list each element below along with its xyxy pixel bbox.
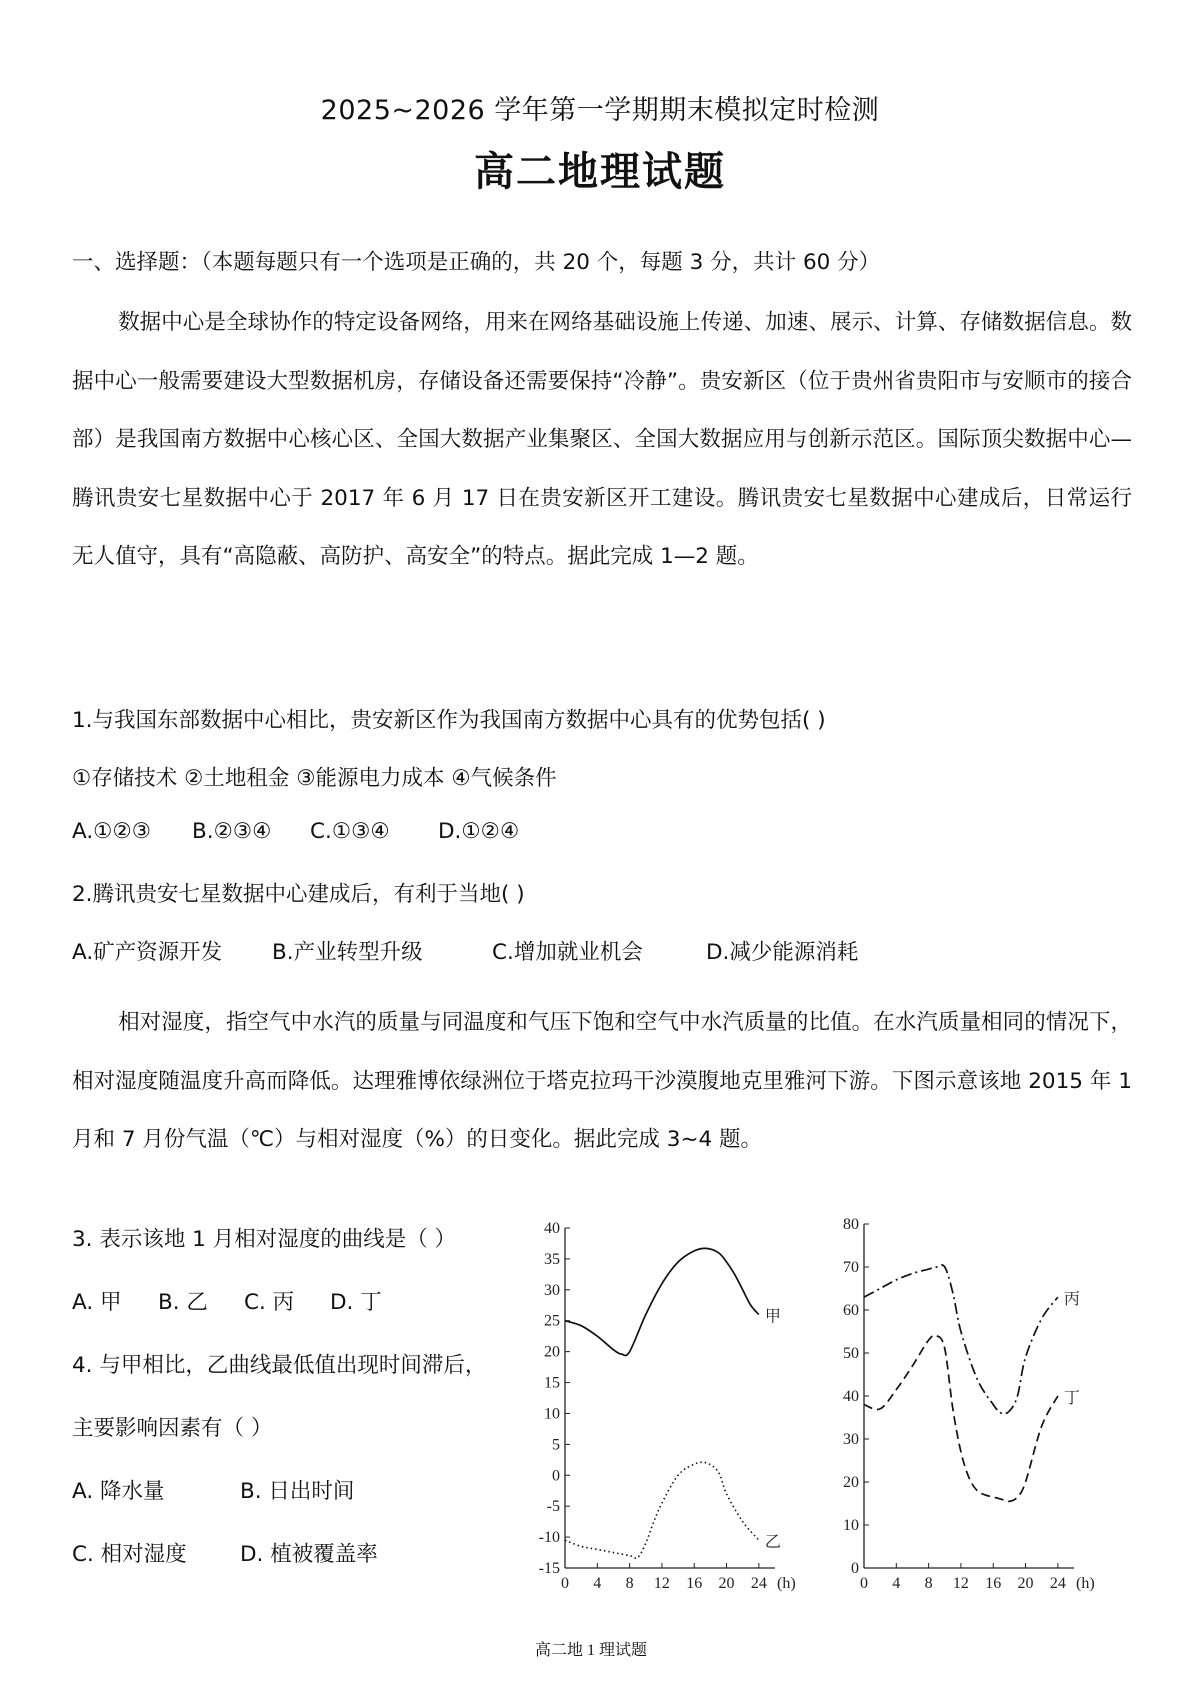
question-1-options xyxy=(72,819,519,844)
chart-1-x-tick-label: 24 xyxy=(1049,1575,1066,1592)
chart-1-series-1 xyxy=(864,1335,1058,1501)
chart-0-y-tick-label: -5 xyxy=(546,1498,560,1516)
chart-1-series-0 xyxy=(864,1265,1058,1414)
chart-1-x-unit: (h) xyxy=(1076,1575,1095,1592)
section-heading: 一、选择题：（本题每题只有一个选项是正确的，共 20 个，每题 3 分，共计 60 分） xyxy=(72,250,881,275)
chart-0-series-0-label: 甲 xyxy=(764,1308,781,1326)
chart-0-y-tick-label: 5 xyxy=(552,1436,560,1454)
chart-1-x-tick-label: 4 xyxy=(892,1575,901,1592)
chart-0-y-tick-label: 20 xyxy=(544,1343,560,1361)
chart-1-x-tick-label: 16 xyxy=(985,1575,1002,1592)
temperature-chart xyxy=(525,1210,825,1610)
passage-data-center-text: 数据中心是全球协作的特定设备网络，用来在网络基础设施上传递、加速、展示、计算、存储数据信息。数据中心一般需要建设大型数据机房，存储设备还需要保持“冷静”。贵安新区（位于贵州省贵阳市与安顺市的接合部）是我国南方数据中心核心区、全国大数据产业集聚区、全国大数据应用与创新示范区。国际顶尖数据中心—腾讯贵安七星数据中心于 2017 年 6 月 17 日在贵安新区开工建设。腾讯贵安七星数据中心建成后，日常运行无人值守，具有“高隐蔽、高防护、高安全”的特点。据此完成 1—2 题。 xyxy=(72,310,1132,569)
passage-humidity-text: 相对湿度，指空气中水汽的质量与同温度和气压下饱和空气中水汽质量的比值。在水汽质量相同的情况下，相对湿度随温度升高而降低。达理雅博依绿洲位于塔克拉玛干沙漠腹地克里雅河下游。下图示意该地 2015 年 1 月和 7 月份气温（℃）与相对湿度（%）的日变化。据此完成 3~4 题。 xyxy=(72,1010,1132,1152)
chart-0-y-tick-label: -10 xyxy=(538,1529,560,1547)
chart-0-x-tick-label: 4 xyxy=(593,1575,602,1592)
exam-term-heading: 2025~2026 学年第一学期期末模拟定时检测 xyxy=(320,95,880,126)
question-3-options xyxy=(72,1285,382,1316)
question-4-stem-line1: 4. 与甲相比，乙曲线最低值出现时间滞后， xyxy=(72,1353,487,1378)
question-4-options-row2 xyxy=(72,1537,378,1568)
chart-1-y-tick-label: 50 xyxy=(843,1345,859,1362)
question-4-stem-line2: 主要影响因素有（ ） xyxy=(72,1416,273,1441)
chart-1-series-1-label: 丁 xyxy=(1063,1390,1080,1407)
question-3-option-a[interactable]: A. 甲 xyxy=(72,1290,122,1315)
chart-0-y-tick-label: 40 xyxy=(544,1220,560,1237)
page-footer: 高二地 1 理试题 xyxy=(535,1642,648,1659)
chart-1-y-tick-label: 10 xyxy=(843,1517,859,1534)
question-2-option-c[interactable]: C.增加就业机会 xyxy=(492,940,643,965)
chart-0-y-tick-label: -15 xyxy=(538,1560,560,1577)
chart-0-y-tick-label: 30 xyxy=(544,1281,560,1299)
chart-0-x-tick-label: 24 xyxy=(750,1575,767,1592)
question-1-stem: 1.与我国东部数据中心相比，贵安新区作为我国南方数据中心具有的优势包括( ) xyxy=(72,708,826,733)
question-3-option-d[interactable]: D. 丁 xyxy=(330,1290,382,1315)
question-3-stem: 3. 表示该地 1 月相对湿度的曲线是（ ） xyxy=(72,1227,457,1252)
question-1-option-d[interactable]: D.①②④ xyxy=(438,819,520,844)
chart-0-y-tick-label: 15 xyxy=(544,1374,560,1392)
chart-0-x-tick-label: 20 xyxy=(718,1575,735,1592)
chart-0-x-tick-label: 16 xyxy=(686,1575,703,1592)
exam-title: 高二地理试题 xyxy=(474,149,726,195)
chart-0-y-tick-label: 25 xyxy=(544,1312,560,1330)
chart-0-x-unit: (h) xyxy=(777,1575,796,1592)
question-4-option-a[interactable]: A. 降水量 xyxy=(72,1479,165,1504)
chart-0-series-1 xyxy=(565,1462,759,1558)
question-1-items: ①存储技术 ②土地租金 ③能源电力成本 ④气候条件 xyxy=(72,766,557,791)
passage-humidity xyxy=(72,994,1132,1170)
chart-1-y-tick-label: 30 xyxy=(843,1431,859,1448)
chart-1-x-tick-label: 12 xyxy=(952,1575,969,1592)
question-1-option-c[interactable]: C.①③④ xyxy=(310,819,390,844)
question-4-option-c[interactable]: C. 相对湿度 xyxy=(72,1542,187,1567)
chart-0-y-tick-label: 0 xyxy=(552,1467,560,1485)
chart-1-y-tick-label: 40 xyxy=(843,1388,859,1405)
question-2-option-a[interactable]: A.矿产资源开发 xyxy=(72,940,223,965)
chart-0-x-tick-label: 0 xyxy=(561,1575,569,1592)
question-2-options xyxy=(72,935,858,966)
chart-0-x-tick-label: 12 xyxy=(653,1575,670,1592)
chart-0-y-tick-label: 35 xyxy=(544,1250,560,1268)
chart-1-x-tick-label: 20 xyxy=(1017,1575,1034,1592)
chart-1-y-tick-label: 60 xyxy=(843,1302,859,1319)
humidity-chart xyxy=(828,1206,1128,1610)
chart-1-y-tick-label: 70 xyxy=(843,1259,859,1276)
question-3-option-c[interactable]: C. 丙 xyxy=(244,1290,295,1315)
passage-data-center xyxy=(72,294,1132,587)
question-2-option-b[interactable]: B.产业转型升级 xyxy=(272,940,423,965)
chart-1-y-tick-label: 0 xyxy=(851,1560,859,1577)
chart-0-series-1-label: 乙 xyxy=(764,1534,781,1552)
question-1-option-a[interactable]: A.①②③ xyxy=(72,819,151,844)
question-4-options-row1 xyxy=(72,1474,354,1505)
chart-1-x-tick-label: 0 xyxy=(860,1575,868,1592)
question-2-option-d[interactable]: D.减少能源消耗 xyxy=(706,940,859,965)
question-4-option-b[interactable]: B. 日出时间 xyxy=(240,1479,355,1504)
chart-0-series-0 xyxy=(565,1248,759,1355)
question-1-option-b[interactable]: B.②③④ xyxy=(192,819,272,844)
question-3-option-b[interactable]: B. 乙 xyxy=(158,1290,208,1315)
chart-1-y-tick-label: 80 xyxy=(843,1216,859,1233)
chart-1-y-tick-label: 20 xyxy=(843,1474,859,1491)
question-4-option-d[interactable]: D. 植被覆盖率 xyxy=(240,1542,378,1567)
question-2-stem: 2.腾讯贵安七星数据中心建成后，有利于当地( ) xyxy=(72,882,525,907)
chart-0-y-tick-label: 10 xyxy=(544,1405,560,1423)
chart-1-x-tick-label: 8 xyxy=(924,1575,933,1592)
chart-0-x-tick-label: 8 xyxy=(625,1575,634,1592)
chart-1-series-0-label: 丙 xyxy=(1063,1291,1080,1309)
